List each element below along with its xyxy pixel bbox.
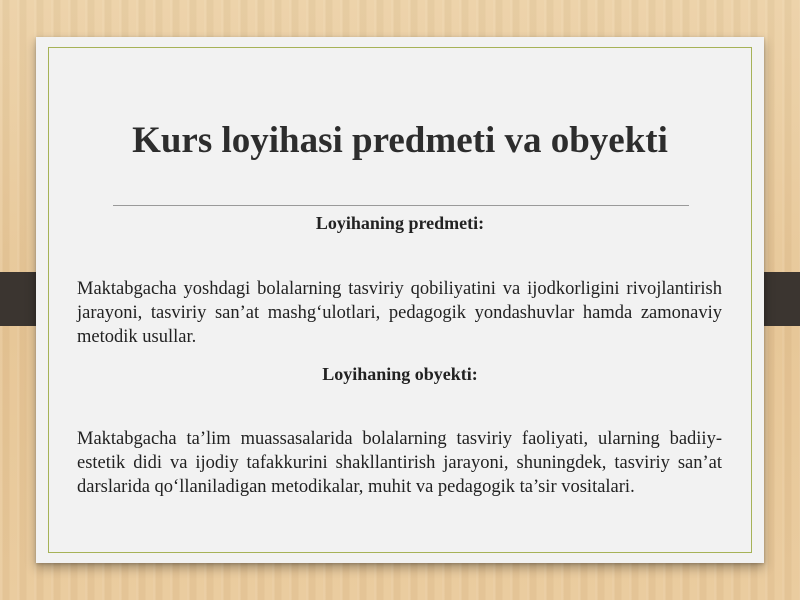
title-divider <box>113 205 689 206</box>
slide <box>36 37 764 563</box>
object-text: Maktabgacha ta’lim muassasalarida bolalarning tasviriy faoliyati, ularning badiiy-estetik didi va ijodiy tafakkurini shakllantirish jarayoni, shuningdek, tasviriy san’at darslarida qo‘llaniladigan metodikalar, muhit va pedagogik ta’sir vositalari. <box>77 429 722 497</box>
subject-heading: Loyihaning predmeti: <box>315 213 485 233</box>
subject-text: Maktabgacha yoshdagi bolalarning tasviriy qobiliyatini va ijodkorligini rivojlantirish jarayoni, tasviriy san’at mashg‘ulotlari, pedagogik yondashuvlar hamda zamonaviy metodik usullar. <box>77 279 722 347</box>
slide-title: Kurs loyihasi predmeti va obyekti <box>132 120 668 161</box>
right-decor-tab <box>760 272 800 326</box>
left-decor-tab <box>0 272 40 326</box>
object-heading: Loyihaning obyekti: <box>322 364 478 384</box>
